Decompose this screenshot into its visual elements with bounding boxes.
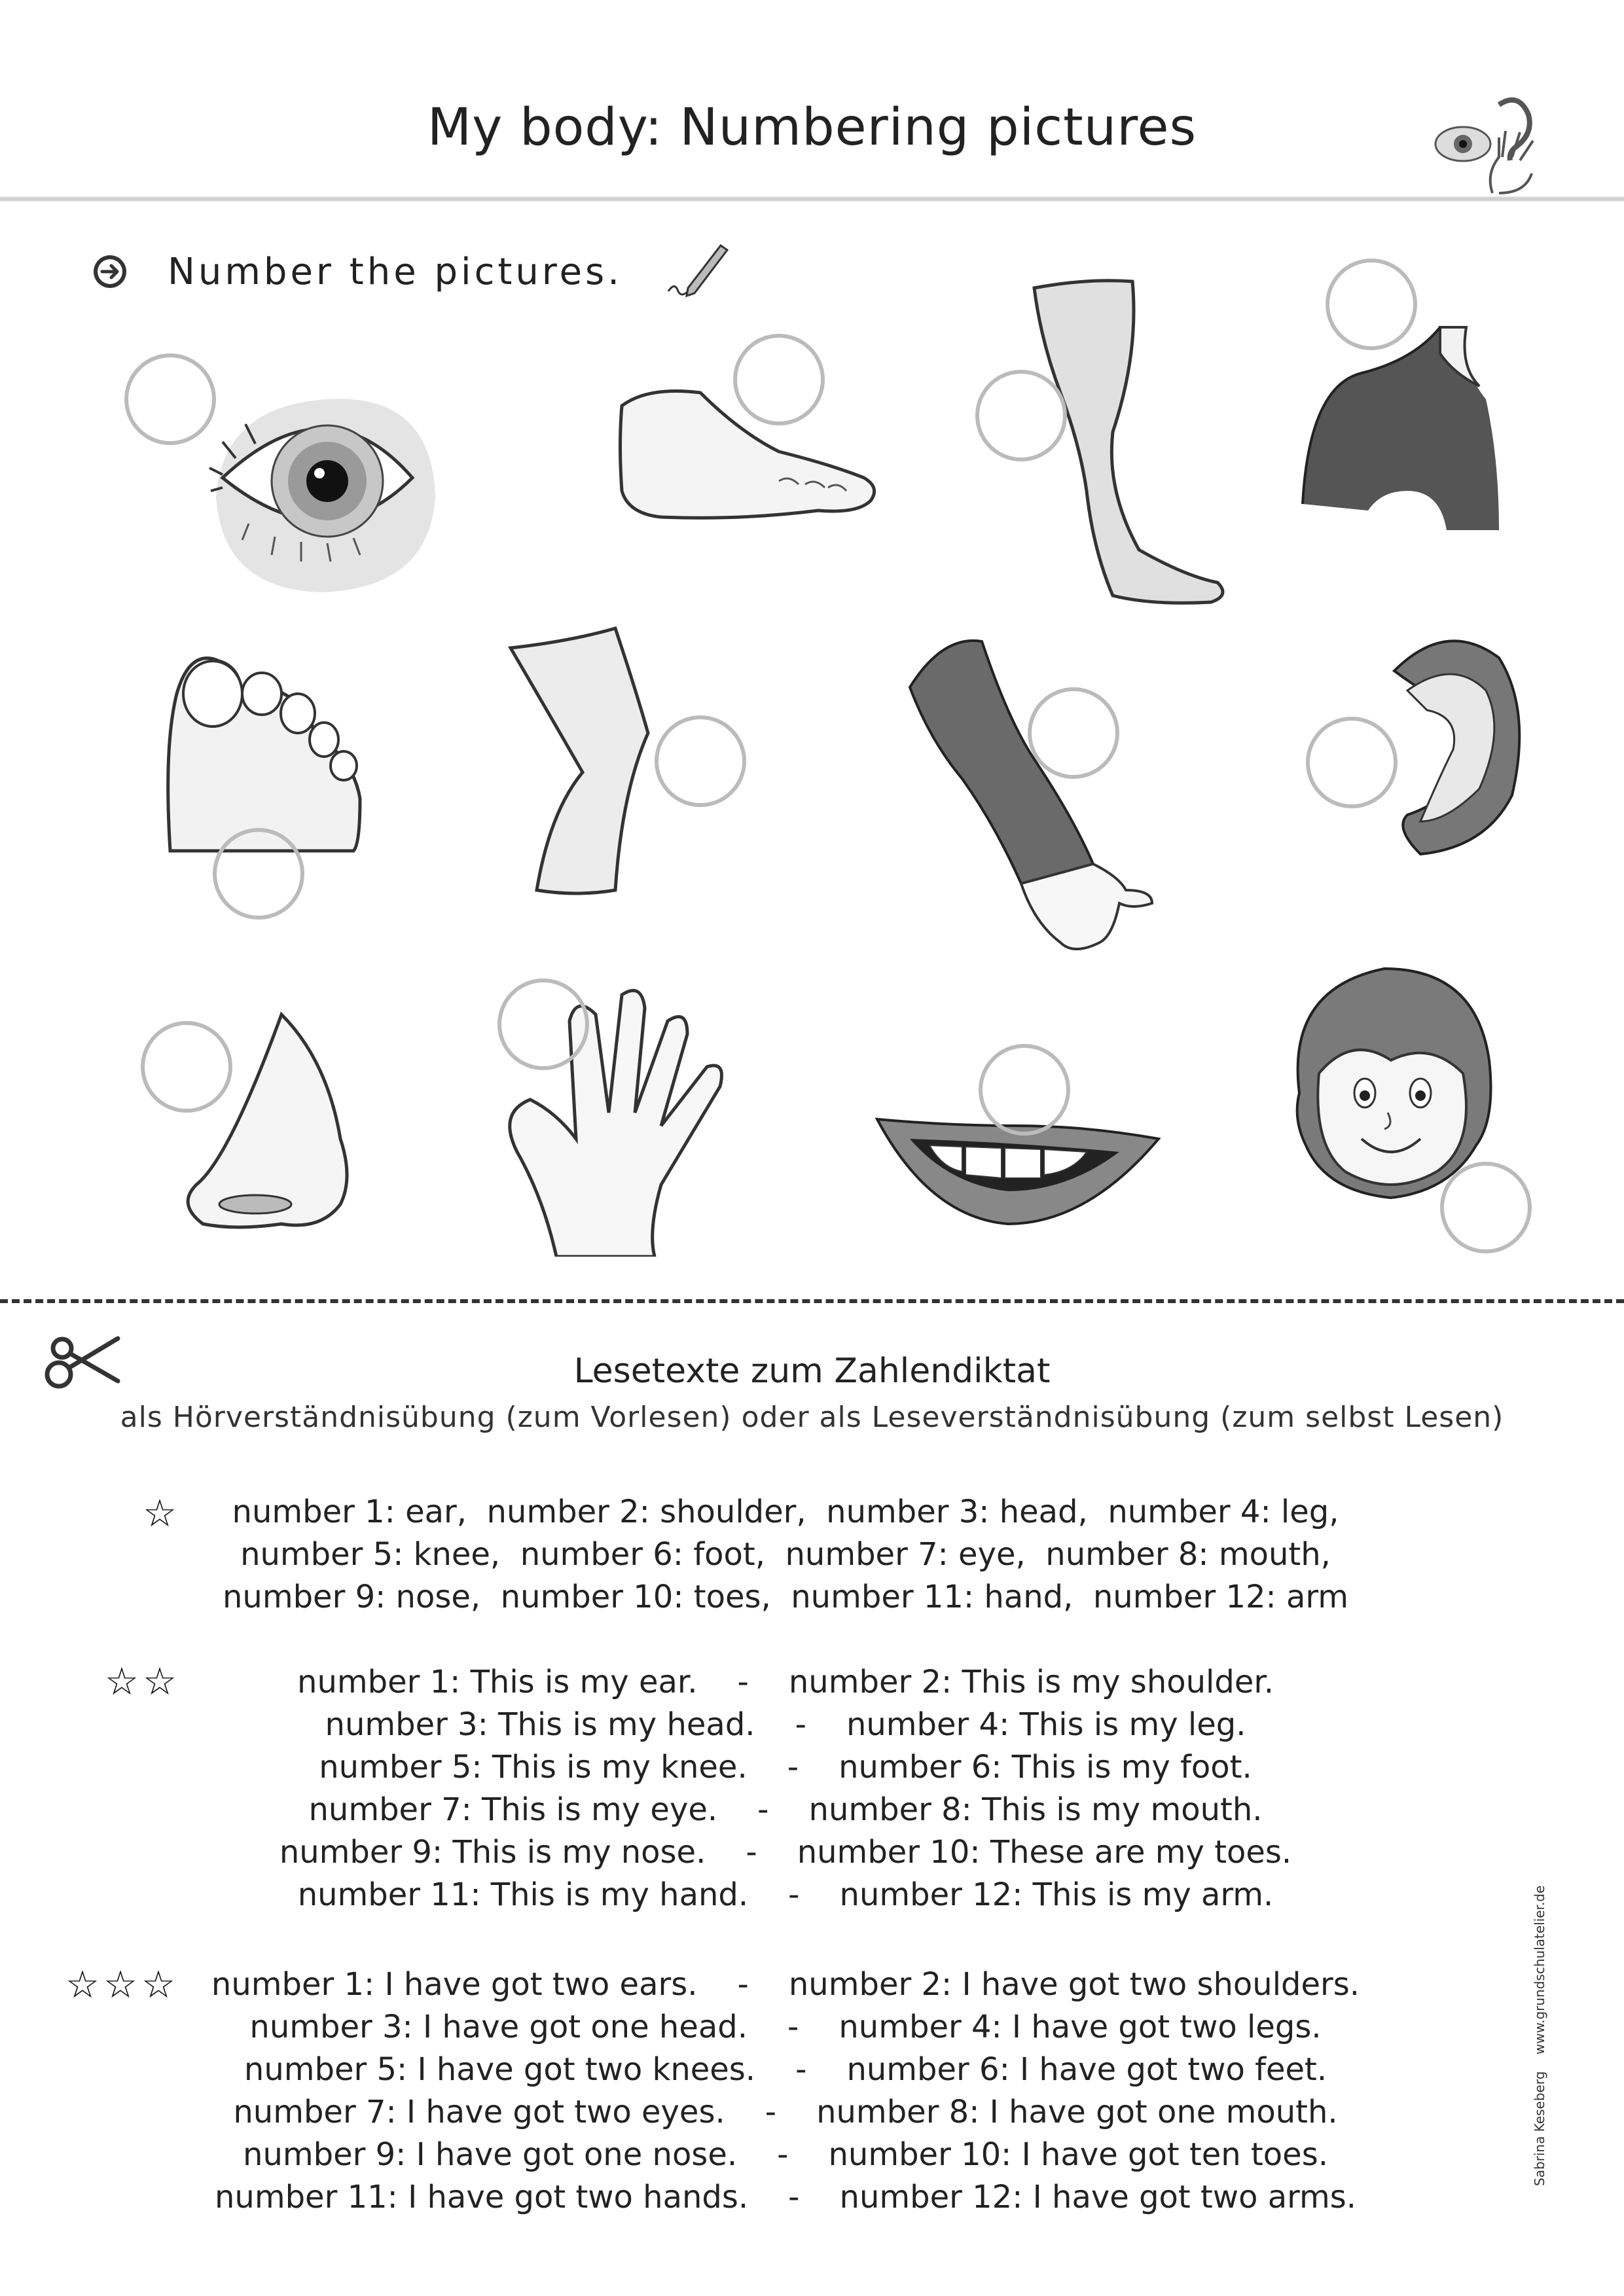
cut-line (0, 1299, 1624, 1303)
author-credit: Sabrina Keseberg www.grundschulatelier.de (1532, 1885, 1547, 2186)
instruction-text: Number the pictures. (168, 250, 623, 293)
reading-line: number 3: This is my head. - number 4: This is my leg. (325, 1706, 1246, 1743)
number-circle[interactable] (124, 353, 216, 445)
reading-title: Lesetexte zum Zahlendiktat (573, 1352, 1051, 1391)
number-circle[interactable] (1326, 259, 1417, 350)
number-circle[interactable] (497, 978, 589, 1070)
header-divider (0, 196, 1624, 202)
number-circle[interactable] (1028, 687, 1119, 779)
arrow-right-icon (92, 253, 128, 290)
number-circle[interactable] (975, 370, 1067, 461)
reading-line: number 9: nose, number 10: toes, number 11: hand, number 12: arm (222, 1579, 1349, 1615)
reading-level-3 (164, 1964, 1407, 2219)
reading-line: number 5: This is my knee. - number 6: This is my foot. (319, 1749, 1252, 1785)
reading-line: number 1: This is my ear. - number 2: This is my shoulder. (297, 1664, 1274, 1700)
number-circle[interactable] (1306, 717, 1398, 808)
reading-line: number 1: I have got two ears. - number 2: I have got two shoulders. (211, 1966, 1360, 2003)
number-circle[interactable] (979, 1044, 1070, 1136)
reading-line: number 9: I have got one nose. - number 10: I have got ten toes. (243, 2136, 1328, 2173)
reading-level-1 (164, 1491, 1407, 1619)
eye-picture (196, 367, 445, 602)
number-circle[interactable] (733, 334, 825, 425)
reading-line: number 1: ear, number 2: shoulder, number 3: head, number 4: leg, (232, 1494, 1339, 1530)
reading-line: number 5: I have got two knees. - number 6: I have got two feet. (244, 2051, 1327, 2088)
reading-subtitle: als Hörverständnisübung (zum Vorlesen) oder als Leseverständnisübung (zum selbst Lesen) (120, 1401, 1504, 1434)
arm-picture (903, 628, 1159, 969)
number-circle[interactable] (655, 715, 746, 807)
reading-line: number 3: I have got one head. - number 4: I have got two legs. (249, 2009, 1322, 2045)
pencil-icon (662, 236, 734, 308)
reading-line: number 11: This is my hand. - number 12: This is my arm. (297, 1876, 1274, 1913)
instruction-row (92, 242, 734, 301)
reading-line: number 11: I have got two hands. - number 12: I have got two arms. (214, 2179, 1357, 2215)
star-rating-3: ☆☆☆ (65, 1962, 179, 2007)
knee-picture (504, 622, 661, 903)
reading-line: number 7: This is my eye. - number 8: This is my mouth. (308, 1791, 1263, 1828)
shoulder-picture (1296, 314, 1506, 537)
reading-line: number 7: I have got two eyes. - number 8: I have got one mouth. (233, 2094, 1338, 2130)
page-title: My body: Numbering pictures (427, 98, 1197, 157)
star-rating-1: ☆ (143, 1491, 181, 1535)
number-circle[interactable] (213, 828, 304, 920)
star-rating-2: ☆☆ (105, 1659, 181, 1704)
reading-line: number 5: knee, number 6: foot, number 7: eye, number 8: mouth, (240, 1536, 1331, 1573)
body-parts-logo-icon (1427, 79, 1558, 203)
number-circle[interactable] (1440, 1162, 1532, 1253)
reading-line: number 9: This is my nose. - number 10: These are my toes. (279, 1834, 1292, 1871)
reading-level-2 (164, 1661, 1407, 1916)
number-circle[interactable] (141, 1021, 232, 1113)
